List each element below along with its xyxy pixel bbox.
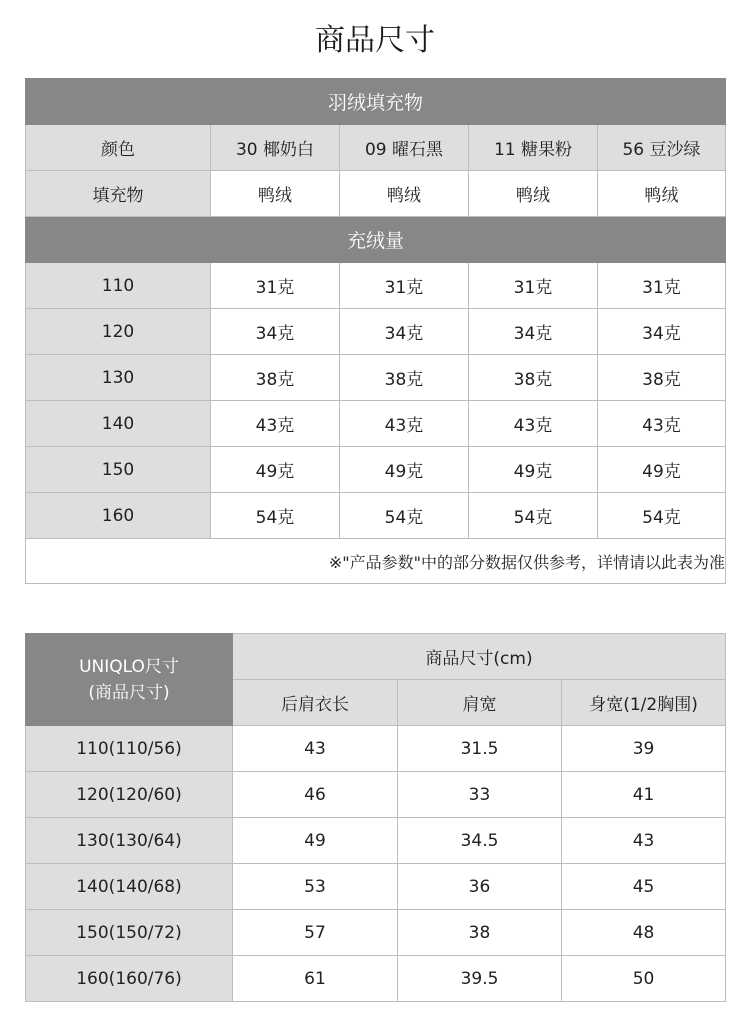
measure-cell: 43 <box>233 726 398 772</box>
amount-cell: 31克 <box>598 263 726 309</box>
column-header: 肩宽 <box>398 680 562 726</box>
amount-title-row <box>26 217 726 263</box>
amount-cell: 38克 <box>211 355 340 401</box>
size-label: 160 <box>26 493 211 539</box>
measure-cell: 39.5 <box>398 956 562 1002</box>
measure-cell: 45 <box>562 864 726 910</box>
filling-cell: 鸭绒 <box>469 171 598 217</box>
color-cell: 09 曜石黑 <box>340 125 469 171</box>
color-row <box>26 125 726 171</box>
measure-cell: 50 <box>562 956 726 1002</box>
amount-title: 充绒量 <box>26 217 726 263</box>
amount-cell: 43克 <box>340 401 469 447</box>
column-header: 后肩衣长 <box>233 680 398 726</box>
amount-cell: 54克 <box>211 493 340 539</box>
amount-cell: 34克 <box>340 309 469 355</box>
table-row <box>26 864 726 910</box>
measure-cell: 36 <box>398 864 562 910</box>
filling-label: 填充物 <box>26 171 211 217</box>
filling-cell: 鸭绒 <box>598 171 726 217</box>
amount-cell: 54克 <box>598 493 726 539</box>
column-header: 身宽(1/2胸围) <box>562 680 726 726</box>
table-row <box>26 493 726 539</box>
size-label: 120 <box>26 309 211 355</box>
table-row <box>26 355 726 401</box>
amount-cell: 34克 <box>598 309 726 355</box>
size-table-corner <box>26 634 233 726</box>
table-row <box>26 726 726 772</box>
amount-cell: 43克 <box>211 401 340 447</box>
amount-cell: 38克 <box>340 355 469 401</box>
measure-cell: 34.5 <box>398 818 562 864</box>
measure-cell: 33 <box>398 772 562 818</box>
table-row <box>26 910 726 956</box>
size-label: 120(120/60) <box>26 772 233 818</box>
size-label: 140(140/68) <box>26 864 233 910</box>
filling-cell: 鸭绒 <box>211 171 340 217</box>
amount-cell: 49克 <box>469 447 598 493</box>
measure-cell: 57 <box>233 910 398 956</box>
amount-cell: 43克 <box>469 401 598 447</box>
amount-cell: 49克 <box>211 447 340 493</box>
size-label: 160(160/76) <box>26 956 233 1002</box>
color-cell: 56 豆沙绿 <box>598 125 726 171</box>
size-table <box>25 633 726 1002</box>
measure-cell: 43 <box>562 818 726 864</box>
measure-cell: 31.5 <box>398 726 562 772</box>
amount-cell: 31克 <box>340 263 469 309</box>
color-cell: 11 糖果粉 <box>469 125 598 171</box>
measure-cell: 38 <box>398 910 562 956</box>
filling-cell: 鸭绒 <box>340 171 469 217</box>
table-row <box>26 401 726 447</box>
filling-row <box>26 171 726 217</box>
amount-cell: 49克 <box>340 447 469 493</box>
size-label: 130 <box>26 355 211 401</box>
table-row <box>26 818 726 864</box>
corner-line2: (商品尺寸) <box>88 682 170 703</box>
page-title: 商品尺寸 <box>315 23 435 58</box>
measure-cell: 49 <box>233 818 398 864</box>
amount-cell: 54克 <box>469 493 598 539</box>
measure-cell: 61 <box>233 956 398 1002</box>
measure-cell: 53 <box>233 864 398 910</box>
measure-cell: 46 <box>233 772 398 818</box>
disclaimer-note: ※"产品参数"中的部分数据仅供参考，详情请以此表为准 <box>26 539 726 584</box>
filling-table-title-row <box>26 79 726 125</box>
table-row <box>26 447 726 493</box>
amount-cell: 34克 <box>211 309 340 355</box>
color-cell: 30 椰奶白 <box>211 125 340 171</box>
table-row <box>26 263 726 309</box>
amount-cell: 54克 <box>340 493 469 539</box>
color-label: 颜色 <box>26 125 211 171</box>
amount-cell: 49克 <box>598 447 726 493</box>
table-row <box>26 772 726 818</box>
size-label: 150(150/72) <box>26 910 233 956</box>
size-label: 110(110/56) <box>26 726 233 772</box>
note-row <box>26 539 726 584</box>
filling-table <box>25 78 726 584</box>
amount-cell: 38克 <box>598 355 726 401</box>
amount-cell: 38克 <box>469 355 598 401</box>
table-row <box>26 956 726 1002</box>
amount-cell: 43克 <box>598 401 726 447</box>
amount-cell: 34克 <box>469 309 598 355</box>
table-row <box>26 309 726 355</box>
size-label: 150 <box>26 447 211 493</box>
group-header: 商品尺寸(cm) <box>233 634 726 680</box>
size-label: 140 <box>26 401 211 447</box>
measure-cell: 39 <box>562 726 726 772</box>
amount-cell: 31克 <box>469 263 598 309</box>
filling-table-title: 羽绒填充物 <box>26 79 726 125</box>
size-label: 110 <box>26 263 211 309</box>
size-table-header-row <box>26 634 726 680</box>
amount-cell: 31克 <box>211 263 340 309</box>
corner-line1: UNIQLO尺寸 <box>79 656 179 677</box>
measure-cell: 48 <box>562 910 726 956</box>
measure-cell: 41 <box>562 772 726 818</box>
size-label: 130(130/64) <box>26 818 233 864</box>
